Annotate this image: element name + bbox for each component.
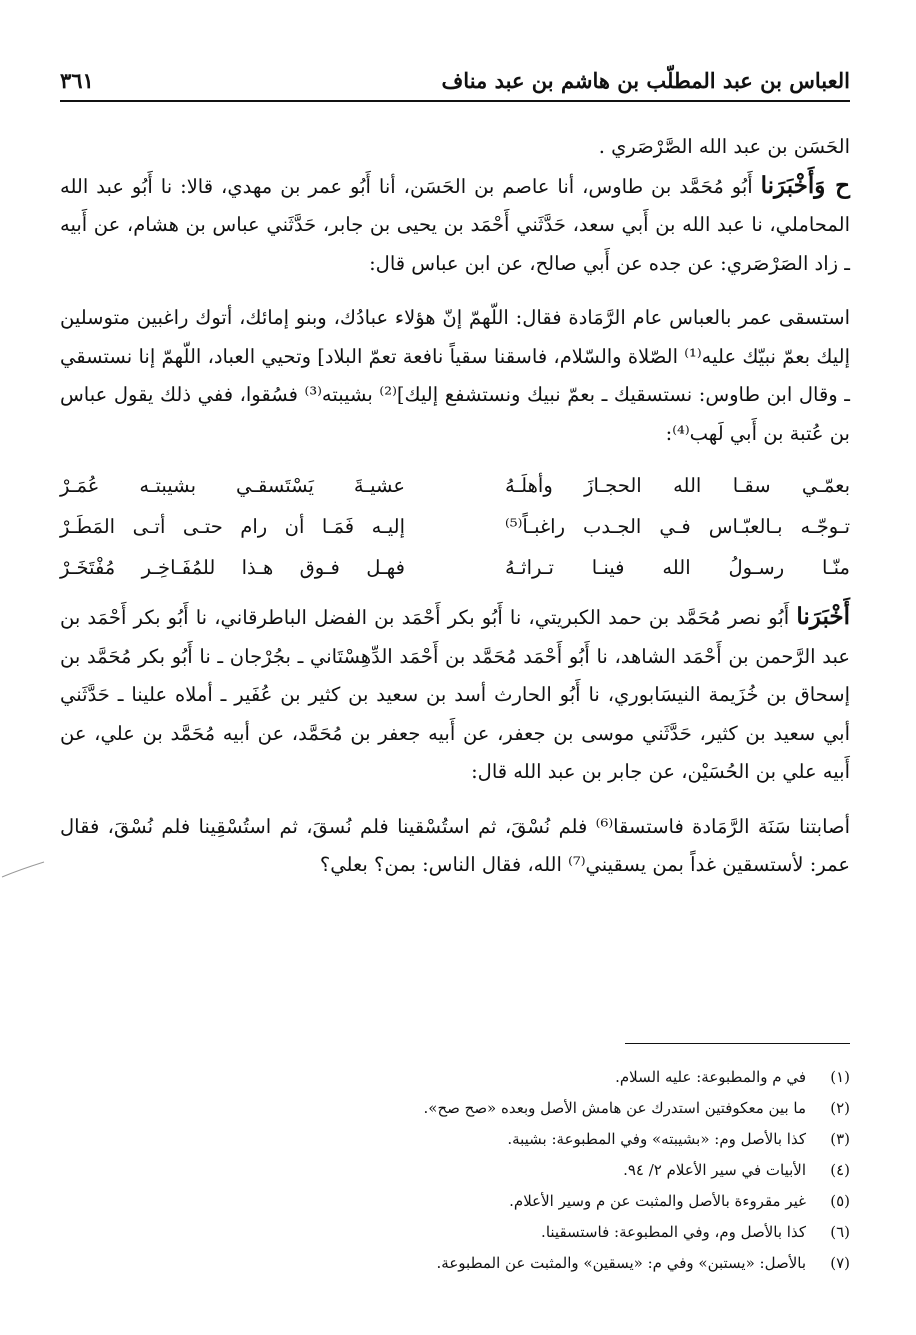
footnote-text: كذا بالأصل وم، وفي المطبوعة: فاستسقينا. xyxy=(541,1223,806,1241)
poem-hemistich-second: إليـه فَمَـا أن رام حتـى أتـى المَطَـرْ xyxy=(60,515,405,538)
body-text xyxy=(60,128,850,885)
footnote-number: (٢) xyxy=(830,1099,850,1117)
footnote xyxy=(60,1124,850,1155)
poem xyxy=(60,465,850,588)
page-number: ٣٦١ xyxy=(60,67,94,93)
poem-hemistich-second: عشيـةَ يَسْتَسقـي بشيبتـه عُمَـرْ xyxy=(60,474,405,497)
footnote-number: (٧) xyxy=(830,1254,850,1272)
footnote-text: غير مقروءة بالأصل والمثبت عن م وسير الأعلام. xyxy=(509,1192,806,1210)
poem-hemistich-second: فهـل فـوق هـذا للمُفَـاخِـر مُفْتَخَـرْ xyxy=(60,556,405,579)
book-page xyxy=(60,0,850,1335)
running-header xyxy=(60,62,850,98)
footnote xyxy=(60,1186,850,1217)
footnote xyxy=(60,1093,850,1124)
footnote xyxy=(60,1248,850,1279)
poem-verse xyxy=(60,547,850,588)
poem-hemistich-first: بعمّـي سقـا الله الحجـازَ وأهلَـهُ xyxy=(505,474,850,497)
running-title: العباس بن عبد المطلّب بن هاشم بن عبد مناف xyxy=(441,67,850,93)
footnote-text: بالأصل: «يستبن» وفي م: «يسقين» والمثبت عن المطبوعة. xyxy=(436,1254,806,1272)
poem-verse xyxy=(60,465,850,506)
footnote-rule xyxy=(625,1043,850,1044)
paragraph-2-text: أَبُو مُحَمَّد بن طاوس، أنا عاصم بن الحَسَن، أنا أَبُو عمر بن مهدي، قالا: نا أَبُو عبد الله المحاملي، نا عبد الله بن أَبي سعد، حَدَّثَني أَحْمَد بن يحيى بن جابر، حَدَّثَني عباس بن هشام، عن أَبيه ـ زاد الصَرْصَري: عن جده عن أَبي صالح، عن ابن عباس قال: xyxy=(60,174,850,275)
paragraph-3: استسقى عمر بالعباس عام الرَّمَادة فقال: اللّهمّ إنّ هؤلاء عبادُك، وبنو إمائك، أتوك راغبين متوسلين إليك بعمّ نبيّك عليه⁽¹⁾ الصّلاة والسّلام، فاسقنا سقياً نافعة تعمّ البلاد] وتحيي العباد، اللّهمّ إنا نستسقي ـ وقال ابن طاوس: نستسقيك ـ بعمّ نبيك ونستشفع إليك]⁽²⁾ بشيبته⁽³⁾ فسُقوا، ففي ذلك يقول عباس بن عُتبة بن أَبي لَهب⁽⁴⁾: xyxy=(60,306,851,445)
footnotes xyxy=(60,1062,850,1279)
footnote-text: في م والمطبوعة: عليه السلام. xyxy=(615,1068,806,1086)
header-rule xyxy=(60,100,850,102)
footnote-number: (٥) xyxy=(830,1192,850,1210)
footnote-number: (٦) xyxy=(830,1223,850,1241)
paragraph-4-lead: أَخْبَرَنا xyxy=(796,603,850,630)
poem-hemistich-first: تـوجّـه بـالعبّـاس فـي الجـدب راغبـاً⁽⁵⁾ xyxy=(505,515,850,538)
paragraph-1: الحَسَن بن عبد الله الصَّرْصَري . xyxy=(598,135,850,158)
footnote xyxy=(60,1217,850,1248)
footnote-text: ما بين معكوفتين استدرك عن هامش الأصل وبعده «صح صح». xyxy=(423,1099,806,1117)
footnote-text: الأبيات في سير الأعلام ٢/ ٩٤. xyxy=(623,1161,806,1179)
footnote-number: (٣) xyxy=(830,1130,850,1148)
paragraph-4-text: أَبُو نصر مُحَمَّد بن حمد الكبريتي، نا أَبُو بكر أَحْمَد بن الفضل الباطرقاني، نا أَبُو بكر أَحْمَد بن عبد الرَّحمن بن أَحْمَد الشاهد، نا أَبُو أَحْمَد مُحَمَّد بن أَحْمَد الدِّهِسْتَاني ـ بجُرْجان ـ نا أَبُو بكر مُحَمَّد بن إسحاق بن خُزَيمة النيسَابوري، نا أَبُو الحارث أسد بن سعيد بن كثير بن عُفَير ـ أملاه علينا ـ حَدَّثَني أبي سعيد بن كثير، حَدَّثَني موسى بن جعفر، عن أَبيه جعفر بن مُحَمَّد، عن أبيه مُحَمَّد بن علي، عن أَبيه علي بن الحُسَيْن، عن جابر بن عبد الله قال: xyxy=(60,606,850,783)
paragraph-2 xyxy=(60,167,850,284)
paragraph-5: أصابتنا سَنَة الرَّمَادة فاستسقا⁽⁶⁾ فلم نُسْقَ، ثم استُسْقينا فلم نُسقَ، ثم استُسْقِينا فلم نُسْقَ، فقال عمر: لأستسقين غداً بمن يسقيني⁽⁷⁾ الله، فقال الناس: بمن؟ بعلي؟ xyxy=(60,814,851,876)
footnote xyxy=(60,1155,850,1186)
footnote xyxy=(60,1062,850,1093)
poem-verse xyxy=(60,506,850,547)
poem-hemistich-first: منّـا رسـولُ الله فينـا تـراثـهُ xyxy=(505,556,850,579)
margin-pencil-mark xyxy=(0,860,46,880)
paragraph-4 xyxy=(60,598,850,792)
footnote-number: (٤) xyxy=(830,1161,850,1179)
footnote-text: كذا بالأصل وم: «بشيبته» وفي المطبوعة: بشيبة. xyxy=(507,1130,806,1148)
paragraph-2-lead: ح وَأَخْبَرَنا xyxy=(760,171,851,199)
footnote-number: (١) xyxy=(830,1068,850,1086)
